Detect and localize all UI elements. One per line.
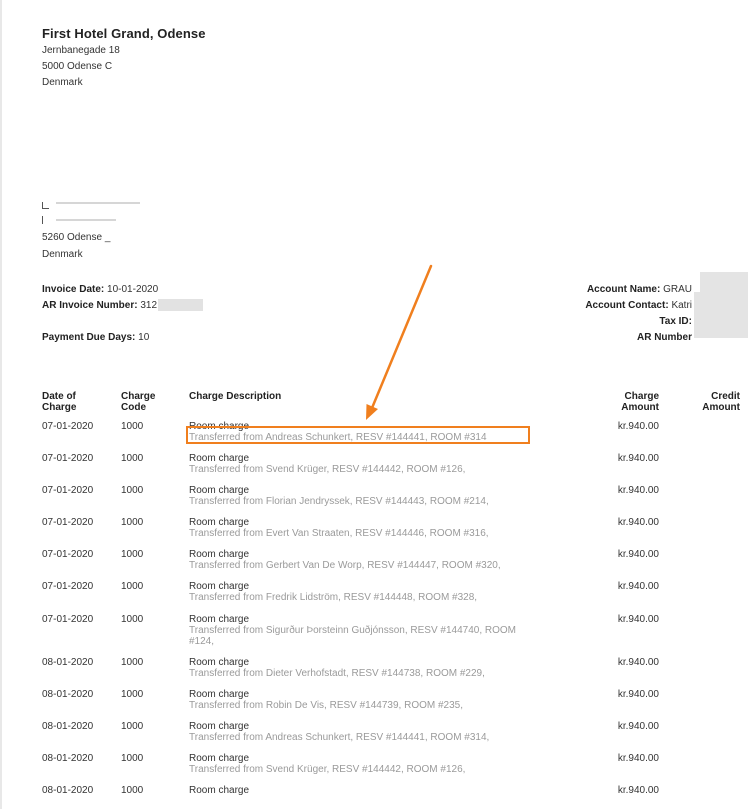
- header-charge-code: [121, 391, 181, 413]
- header-text: Credit: [711, 391, 740, 402]
- row-code: 1000: [121, 581, 144, 592]
- row-description: [189, 485, 589, 507]
- hotel-address-line: 5000 Odense C: [42, 61, 113, 72]
- charges-table: [42, 391, 742, 796]
- row-description-detail: Transferred from Andreas Schunkert, RESV #144441, ROOM #314,: [189, 732, 490, 743]
- row-date: 07-01-2020: [42, 581, 94, 592]
- invoice-date-row: [42, 282, 203, 298]
- row-description-title: Room charge: [189, 753, 250, 764]
- tax-id-label: Tax ID:: [659, 316, 692, 327]
- highlight-box: [186, 426, 530, 444]
- row-description-detail: Transferred from Gerbert Van De Worp, RESV #144447, ROOM #320,: [189, 560, 501, 571]
- header-credit-amount: [682, 391, 740, 413]
- row-date: 07-01-2020: [42, 485, 94, 496]
- row-description: [189, 689, 589, 711]
- payment-due-label: Payment Due Days:: [42, 332, 136, 343]
- header-text: Charge: [42, 402, 77, 413]
- recipient-address-line: Denmark: [42, 249, 83, 260]
- row-date: 08-01-2020: [42, 689, 94, 700]
- row-description-detail: Transferred from Andreas Schunkert, RESV #144441, ROOM #314: [189, 432, 487, 443]
- row-description-detail: Transferred from Evert Van Straaten, RESV #144446, ROOM #316,: [189, 528, 489, 539]
- hotel-address-line: Jernbanegade 18: [42, 45, 120, 56]
- header-charge-description: [189, 391, 589, 402]
- row-date: 08-01-2020: [42, 657, 94, 668]
- row-code: 1000: [121, 657, 144, 668]
- row-description-title: Room charge: [189, 689, 250, 700]
- recipient-address: [42, 195, 140, 263]
- account-contact-label: Account Contact:: [585, 300, 669, 311]
- row-code: 1000: [121, 753, 144, 764]
- hotel-name: First Hotel Grand, Odense: [42, 26, 206, 41]
- tax-id-row: [585, 314, 692, 330]
- row-description-detail: Transferred from Fredrik Lidström, RESV #144448, ROOM #328,: [189, 592, 478, 603]
- ar-invoice-label: AR Invoice Number:: [42, 300, 138, 311]
- redaction-box: [694, 292, 748, 316]
- row-description-title: Room charge: [189, 785, 250, 796]
- row-charge-amount: kr.940.00: [617, 485, 659, 496]
- account-contact-value: Katri: [671, 300, 692, 311]
- row-code: 1000: [121, 549, 144, 560]
- row-description-detail: Transferred from Sigurður Þorsteinn Guðjónsson, RESV #144740, ROOM: [189, 625, 517, 636]
- row-description-title: Room charge: [189, 721, 250, 732]
- row-charge-amount: kr.940.00: [617, 657, 659, 668]
- row-description-title: Room charge: [189, 581, 250, 592]
- row-charge-amount: kr.940.00: [617, 689, 659, 700]
- row-description-title: Room charge: [189, 549, 250, 560]
- row-date: 07-01-2020: [42, 453, 94, 464]
- row-description: [189, 657, 589, 679]
- row-charge-amount: kr.940.00: [617, 517, 659, 528]
- account-name-label: Account Name:: [586, 284, 661, 295]
- row-description-detail: Transferred from Dieter Verhofstadt, RESV #144738, ROOM #229,: [189, 668, 485, 679]
- row-date: 07-01-2020: [42, 614, 94, 625]
- row-description: [189, 453, 589, 475]
- row-description-title: Room charge: [189, 421, 250, 432]
- hotel-header: [42, 26, 206, 91]
- payment-due-row: [42, 330, 203, 346]
- row-date: 08-01-2020: [42, 785, 94, 796]
- row-charge-amount: kr.940.00: [617, 614, 659, 625]
- invoice-date-value: 10-01-2020: [107, 284, 159, 295]
- row-date: 08-01-2020: [42, 753, 94, 764]
- invoice-date-label: Invoice Date:: [42, 284, 105, 295]
- row-charge-amount: kr.940.00: [617, 785, 659, 796]
- account-meta: [585, 282, 692, 346]
- row-description-title: Room charge: [189, 485, 250, 496]
- row-description-detail: #124,: [189, 636, 215, 647]
- account-contact-row: [585, 298, 692, 314]
- row-code: 1000: [121, 785, 144, 796]
- row-description-title: Room charge: [189, 657, 250, 668]
- row-description: [189, 549, 589, 571]
- redaction-box: [694, 314, 748, 338]
- row-description: [189, 581, 589, 603]
- row-charge-amount: kr.940.00: [617, 421, 659, 432]
- row-description-title: Room charge: [189, 614, 250, 625]
- header-text: Charge: [624, 391, 659, 402]
- row-charge-amount: kr.940.00: [617, 753, 659, 764]
- row-date: 08-01-2020: [42, 721, 94, 732]
- row-code: 1000: [121, 517, 144, 528]
- row-description: [189, 721, 589, 743]
- row-description: [189, 517, 589, 539]
- header-text: Amount: [702, 402, 740, 413]
- row-code: 1000: [121, 689, 144, 700]
- row-description-title: Room charge: [189, 517, 250, 528]
- ar-number-row: [585, 330, 692, 346]
- header-text: Charge: [121, 391, 156, 402]
- invoice-meta: [42, 282, 203, 346]
- account-name-row: [585, 282, 692, 298]
- row-description: [189, 753, 589, 775]
- header-text: Date of: [42, 391, 76, 402]
- row-code: 1000: [121, 453, 144, 464]
- header-charge-amount: [597, 391, 659, 413]
- table-header: [42, 391, 742, 421]
- ar-number-label: AR Number: [636, 332, 692, 343]
- redaction-box: [158, 299, 203, 311]
- row-description: [189, 785, 589, 796]
- row-code: 1000: [121, 485, 144, 496]
- row-charge-amount: kr.940.00: [617, 721, 659, 732]
- row-description-detail: Transferred from Robin De Vis, RESV #144739, ROOM #235,: [189, 700, 464, 711]
- header-text: Amount: [621, 402, 659, 413]
- row-description: [189, 614, 589, 647]
- ar-invoice-row: [42, 298, 203, 314]
- header-text: Code: [121, 402, 146, 413]
- ar-invoice-value: 312: [140, 300, 158, 311]
- row-code: 1000: [121, 721, 144, 732]
- row-charge-amount: kr.940.00: [617, 549, 659, 560]
- recipient-redacted-line: [42, 212, 140, 229]
- row-charge-amount: kr.940.00: [617, 581, 659, 592]
- row-date: 07-01-2020: [42, 421, 94, 432]
- row-description-title: Room charge: [189, 453, 250, 464]
- row-code: 1000: [121, 614, 144, 625]
- page-edge: [0, 0, 2, 809]
- hotel-address-line: Denmark: [42, 77, 83, 88]
- recipient-address-line: 5260 Odense _: [42, 232, 111, 243]
- header-date-of-charge: [42, 391, 112, 413]
- row-charge-amount: kr.940.00: [617, 453, 659, 464]
- row-date: 07-01-2020: [42, 517, 94, 528]
- row-description-detail: Transferred from Svend Krüger, RESV #144442, ROOM #126,: [189, 764, 466, 775]
- row-description-detail: Transferred from Florian Jendryssek, RESV #144443, ROOM #214,: [189, 496, 489, 507]
- row-description-detail: Transferred from Svend Krüger, RESV #144442, ROOM #126,: [189, 464, 466, 475]
- header-text: Charge Description: [189, 391, 282, 402]
- row-code: 1000: [121, 421, 144, 432]
- recipient-redacted-line: [42, 195, 140, 212]
- row-date: 07-01-2020: [42, 549, 94, 560]
- account-name-value: GRAU: [663, 284, 692, 295]
- payment-due-value: 10: [138, 332, 150, 343]
